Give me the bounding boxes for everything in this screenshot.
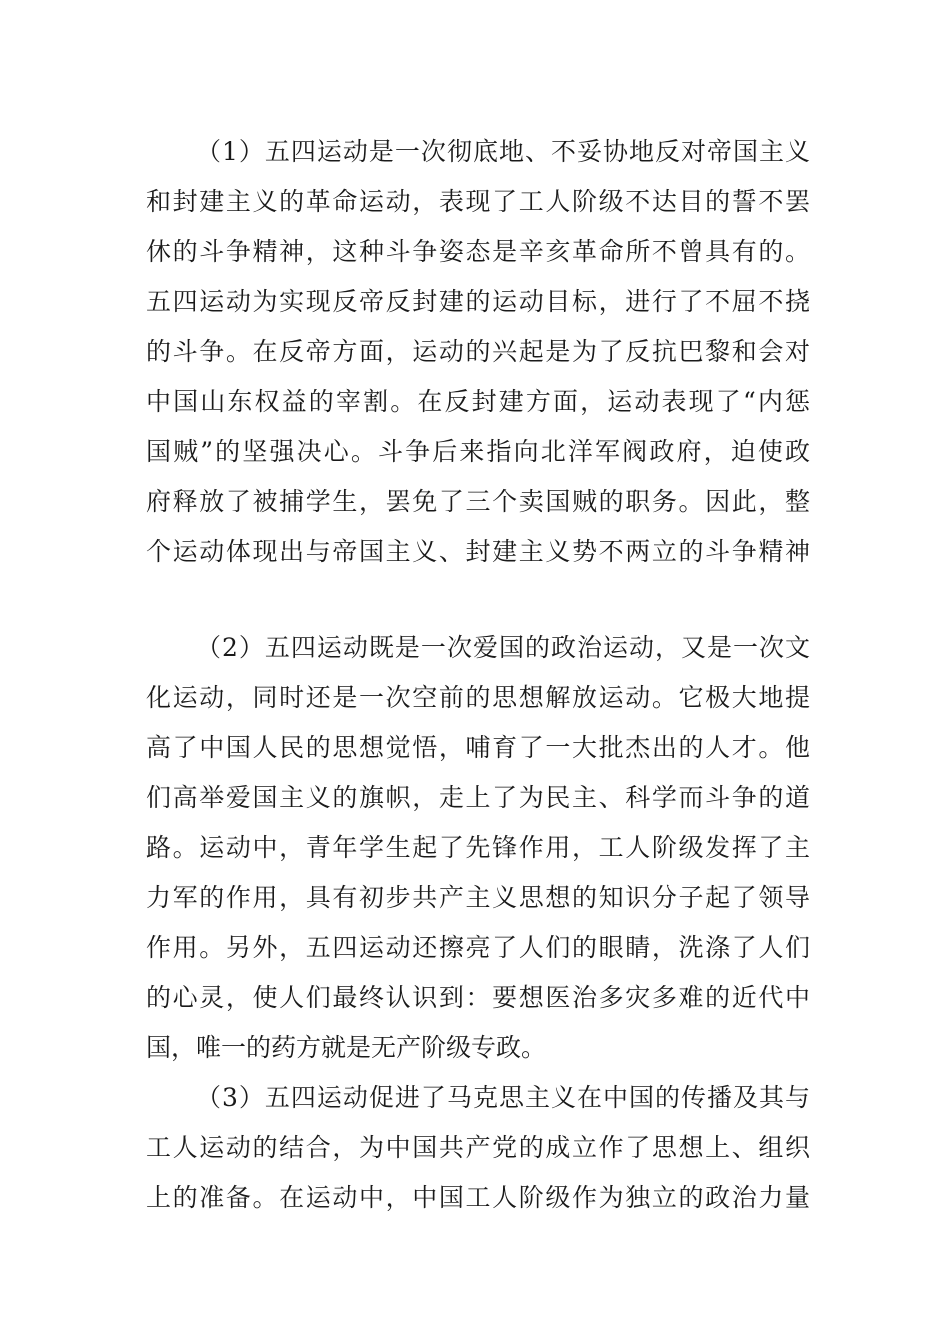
paragraph-line: 们高举爱国主义的旗帜，走上了为民主、科学而斗争的道	[146, 783, 810, 812]
paragraph-line: 的心灵，使人们最终认识到：要想医治多灾多难的近代中	[146, 983, 810, 1012]
paragraph-line: 府释放了被捕学生，罢免了三个卖国贼的职务。因此，整	[146, 487, 810, 516]
paragraph-line: 五四运动为实现反帝反封建的运动目标，进行了不屈不挠	[146, 287, 810, 316]
paragraph-line: 国，唯一的药方就是无产阶级专政。	[146, 1033, 547, 1062]
paragraph-line: （2）五四运动既是一次爱国的政治运动，又是一次文	[196, 633, 810, 662]
paragraph-line: （1）五四运动是一次彻底地、不妥协地反对帝国主义	[196, 137, 810, 166]
paragraph-line: 工人运动的结合，为中国共产党的成立作了思想上、组织	[146, 1133, 810, 1162]
paragraph-line: （3）五四运动促进了马克思主义在中国的传播及其与	[196, 1083, 810, 1112]
paragraph-line: 中国山东权益的宰割。在反封建方面，运动表现了“内惩	[146, 387, 810, 416]
paragraph-line: 高了中国人民的思想觉悟，哺育了一大批杰出的人才。他	[146, 733, 810, 762]
paragraph-3	[146, 1073, 810, 1223]
paragraph-2	[146, 623, 810, 1073]
paragraph-line: 路。运动中，青年学生起了先锋作用，工人阶级发挥了主	[146, 833, 810, 862]
paragraph-line: 休的斗争精神，这种斗争姿态是辛亥革命所不曾具有的。	[146, 237, 810, 266]
paragraph-1	[146, 127, 810, 577]
paragraph-line: 个运动体现出与帝国主义、封建主义势不两立的斗争精神	[146, 537, 810, 566]
paragraph-line: 的斗争。在反帝方面，运动的兴起是为了反抗巴黎和会对	[146, 337, 810, 366]
paragraph-line: 力军的作用，具有初步共产主义思想的知识分子起了领导	[146, 883, 810, 912]
paragraph-line: 和封建主义的革命运动，表现了工人阶级不达目的誓不罢	[146, 187, 810, 216]
paragraph-line: 化运动，同时还是一次空前的思想解放运动。它极大地提	[146, 683, 810, 712]
paragraph-line: 作用。另外，五四运动还擦亮了人们的眼睛，洗涤了人们	[146, 933, 810, 962]
paragraph-line: 国贼”的坚强决心。斗争后来指向北洋军阀政府，迫使政	[146, 437, 810, 466]
paragraph-line: 上的准备。在运动中，中国工人阶级作为独立的政治力量	[146, 1183, 810, 1212]
